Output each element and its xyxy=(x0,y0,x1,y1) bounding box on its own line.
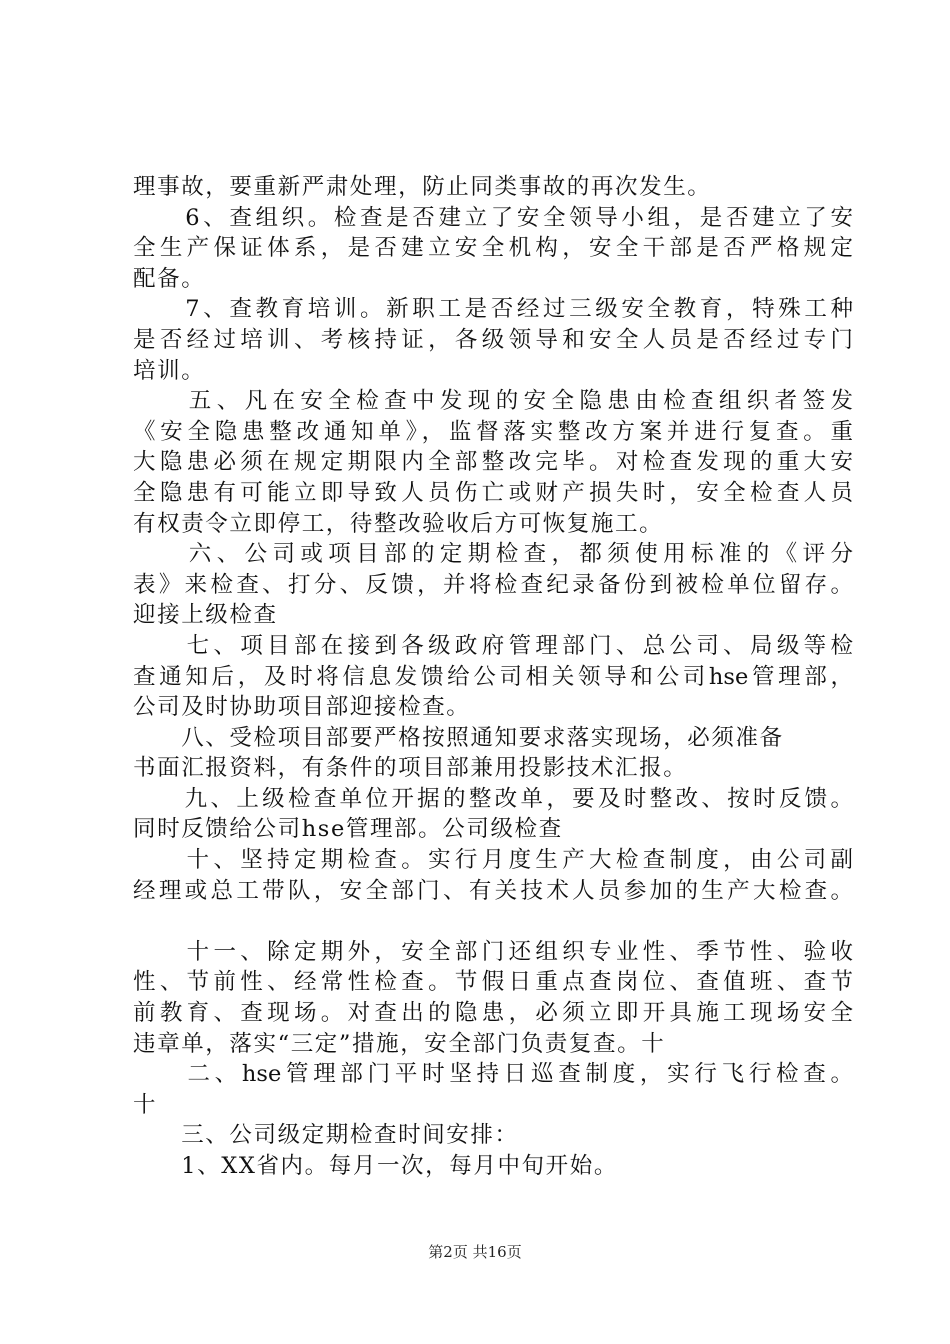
text-line: 全隐患有可能立即导致人员伤亡或财产损失时，安全检查人员 xyxy=(133,479,853,506)
text-line: 《安全隐患整改通知单》，监督落实整改方案并进行复查。重 xyxy=(133,418,853,445)
text-line: 三、公司级定期检查时间安排： xyxy=(133,1122,519,1149)
text-line: 6、查组织。检查是否建立了安全领导小组，是否建立了安 xyxy=(133,204,853,231)
text-line: 书面汇报资料，有条件的项目部兼用投影技术汇报。 xyxy=(133,755,688,782)
text-line: 经理或总工带队，安全部门、有关技术人员参加的生产大检查。 xyxy=(133,877,853,904)
text-line: 违章单，落实“三定”措施，安全部门负责复查。十 xyxy=(133,1030,666,1057)
text-line: 配备。 xyxy=(133,265,206,292)
text-line: 十 xyxy=(133,1091,158,1118)
text-line: 八、受检项目部要严格按照通知要求落实现场，必须准备 xyxy=(133,724,784,751)
text-line: 九、上级检查单位开据的整改单，要及时整改、按时反馈。 xyxy=(133,785,853,812)
text-line: 迎接上级检查 xyxy=(133,602,278,629)
text-line: 有权责令立即停工，待整改验收后方可恢复施工。 xyxy=(133,510,664,537)
text-line: 7、查教育培训。新职工是否经过三级安全教育，特殊工种 xyxy=(133,296,853,323)
text-line: 性、节前性、经常性检查。节假日重点查岗位、查值班、查节 xyxy=(133,969,853,996)
text-line: 大隐患必须在规定期限内全部整改完毕。对检查发现的重大安 xyxy=(133,449,853,476)
text-line: 前教育、查现场。对查出的隐患，必须立即开具施工现场安全 xyxy=(133,1000,853,1027)
text-line: 二、hse管理部门平时坚持日巡查制度，实行飞行检查。 xyxy=(133,1061,853,1088)
text-line: 查通知后，及时将信息发馈给公司相关领导和公司hse管理部， xyxy=(133,663,853,690)
text-line: 十一、除定期外，安全部门还组织专业性、季节性、验收 xyxy=(133,938,853,965)
text-line: 五、凡在安全检查中发现的安全隐患由检查组织者签发 xyxy=(133,388,853,415)
text-line: 七、项目部在接到各级政府管理部门、总公司、局级等检 xyxy=(133,632,853,659)
text-line: 表》来检查、打分、反馈，并将检查纪录备份到被检单位留存。 xyxy=(133,571,853,598)
text-line: 理事故，要重新严肃处理，防止同类事故的再次发生。 xyxy=(133,174,712,200)
text-line: 1、XX省内。每月一次，每月中旬开始。 xyxy=(133,1153,618,1179)
blank-line xyxy=(133,906,853,937)
page-footer: 第2页 共16页 xyxy=(428,1243,522,1261)
text-line: 公司及时协助项目部迎接检查。 xyxy=(133,694,471,721)
text-line: 全生产保证体系，是否建立安全机构，安全干部是否严格规定 xyxy=(133,235,853,262)
text-line: 培训。 xyxy=(133,357,206,384)
text-line: 同时反馈给公司hse管理部。公司级检查 xyxy=(133,816,563,843)
text-line: 六、公司或项目部的定期检查，都须使用标准的《评分 xyxy=(133,541,853,568)
text-line: 是否经过培训、考核持证，各级领导和安全人员是否经过专门 xyxy=(133,326,853,353)
text-line: 十、坚持定期检查。实行月度生产大检查制度，由公司副 xyxy=(133,847,853,874)
document-body xyxy=(133,172,853,1182)
